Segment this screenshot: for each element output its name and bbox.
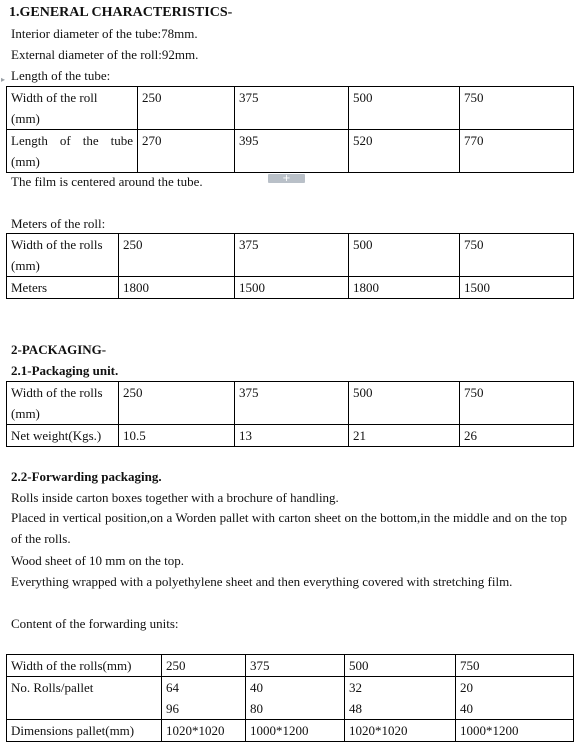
table-cell: 500: [349, 87, 460, 130]
table-cell: 13: [235, 425, 349, 447]
table-cell: 21: [349, 425, 460, 447]
table-row: [7, 87, 574, 130]
table-cell: 500: [349, 382, 460, 425]
paragraph: Wood sheet of 10 mm on the top.: [11, 553, 184, 568]
table-cell: 1500: [460, 277, 574, 299]
table-row: [7, 130, 574, 173]
table-cell: 750: [456, 655, 574, 677]
tube-length-table: [6, 86, 574, 173]
table-row: [7, 655, 574, 677]
table-cell: 750: [460, 234, 574, 277]
table-cell: 1020*1020: [345, 720, 456, 742]
table-cell: 250: [162, 655, 246, 677]
table-cell: Width of the rolls (mm): [7, 234, 119, 277]
table-cell: 26: [460, 425, 574, 447]
table-cell: 40 80: [246, 677, 345, 720]
table-row: [7, 277, 574, 299]
table-cell: Net weight(Kgs.): [7, 425, 119, 447]
length-caption: Length of the tube:: [11, 68, 111, 83]
packaging-unit-table: [6, 381, 574, 447]
table-row: [7, 425, 574, 447]
table-cell: 520: [349, 130, 460, 173]
table-cell: No. Rolls/pallet: [7, 677, 162, 720]
table-row: [7, 382, 574, 425]
table-cell: 375: [246, 655, 345, 677]
table-cell: 250: [119, 234, 235, 277]
section1-title: 1.GENERAL CHARACTERISTICS-: [9, 5, 233, 20]
table-cell: 1500: [235, 277, 349, 299]
table-cell: 10.5: [119, 425, 235, 447]
table-cell: 20 40: [456, 677, 574, 720]
exterior-diameter-text: External diameter of the roll:92mm.: [11, 47, 199, 62]
table-cell: 1000*1200: [456, 720, 574, 742]
meters-caption: Meters of the roll:: [11, 216, 106, 231]
packaging-unit-heading: 2.1-Packaging unit.: [11, 363, 119, 378]
table-cell: 375: [235, 234, 349, 277]
interior-diameter-text: Interior diameter of the tube:78mm.: [11, 26, 198, 41]
paragraph: Placed in vertical position,on a Worden pallet with carton sheet on the bottom,in the middle and on the top of the rolls.: [11, 510, 567, 546]
table-cell: 1020*1020: [162, 720, 246, 742]
table-cell: 270: [138, 130, 235, 173]
table-cell: 250: [138, 87, 235, 130]
table-cell: 1800: [349, 277, 460, 299]
add-row-button[interactable]: +: [268, 174, 305, 183]
table-cell: 64 96: [162, 677, 246, 720]
table-cell: Dimensions pallet(mm): [7, 720, 162, 742]
section2-title: 2-PACKAGING-: [11, 342, 107, 357]
roll-meters-table: [6, 233, 574, 299]
table-cell: Width of the roll (mm): [7, 87, 138, 130]
paragraph: Rolls inside carton boxes together with a brochure of handling.: [11, 490, 339, 505]
forwarding-units-table: [6, 654, 574, 742]
table-cell: Width of the rolls(mm): [7, 655, 162, 677]
table-cell: Width of the rolls (mm): [7, 382, 119, 425]
table-cell: 750: [460, 382, 574, 425]
table-cell: 1000*1200: [246, 720, 345, 742]
table-cell: 500: [345, 655, 456, 677]
table-row: [7, 677, 574, 720]
table-cell: 500: [349, 234, 460, 277]
table-cell: 375: [235, 382, 349, 425]
table-cell: 770: [460, 130, 574, 173]
paragraph: Everything wrapped with a polyethylene sheet and then everything covered with stretching film.: [11, 574, 513, 589]
corner-marker: ▸: [1, 75, 6, 84]
table-cell: 250: [119, 382, 235, 425]
content-caption: Content of the forwarding units:: [11, 616, 179, 631]
table-cell: Meters: [7, 277, 119, 299]
centered-note: The film is centered around the tube.: [11, 174, 203, 189]
table-row: [7, 720, 574, 742]
table-cell: Length of the tube (mm): [7, 130, 138, 173]
table-cell: 1800: [119, 277, 235, 299]
table-cell: 32 48: [345, 677, 456, 720]
table-cell: 750: [460, 87, 574, 130]
table-cell: 375: [235, 87, 349, 130]
table-cell: 395: [235, 130, 349, 173]
forwarding-packaging-heading: 2.2-Forwarding packaging.: [11, 469, 162, 484]
table-row: [7, 234, 574, 277]
